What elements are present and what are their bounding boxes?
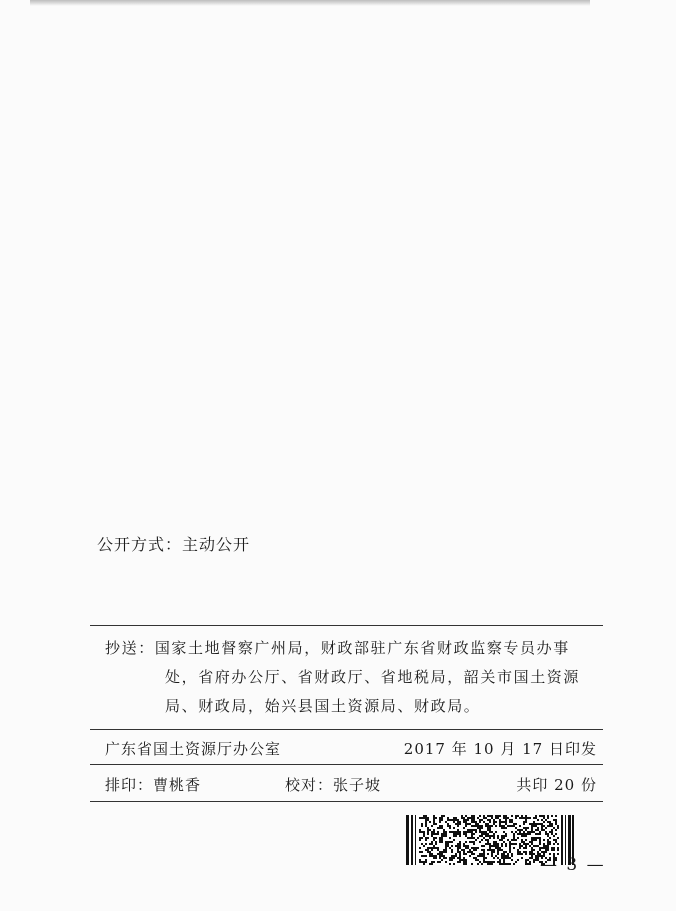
divider-cc-bottom: [90, 729, 603, 730]
cc-recipients: [105, 634, 595, 721]
issue-date: 2017 年 10 月 17 日印发: [403, 740, 597, 758]
copies-count: 共印 20 份: [516, 776, 597, 794]
page-number: — 3 —: [540, 855, 606, 875]
cc-recipient-list: 国家土地督察广州局，财政部驻广东省财政监察专员办事处，省府办公厅、省财政厅、省地税局，韶关市国土资源局、财政局，始兴县国土资源局、财政局。: [154, 639, 581, 715]
disclosure-method: 公开方式：主动公开: [97, 535, 251, 554]
issuing-office: 广东省国土资源厅办公室: [105, 740, 282, 758]
divider-issuer-bottom: [90, 764, 603, 765]
proofreader: 校对：张子坡: [285, 776, 382, 794]
scan-edge-shadow: [30, 0, 590, 6]
divider-top: [90, 625, 603, 626]
typesetter: 排印：曹桃香: [105, 776, 202, 794]
divider-bottom: [90, 801, 603, 802]
cc-label: 抄送：: [105, 639, 155, 657]
